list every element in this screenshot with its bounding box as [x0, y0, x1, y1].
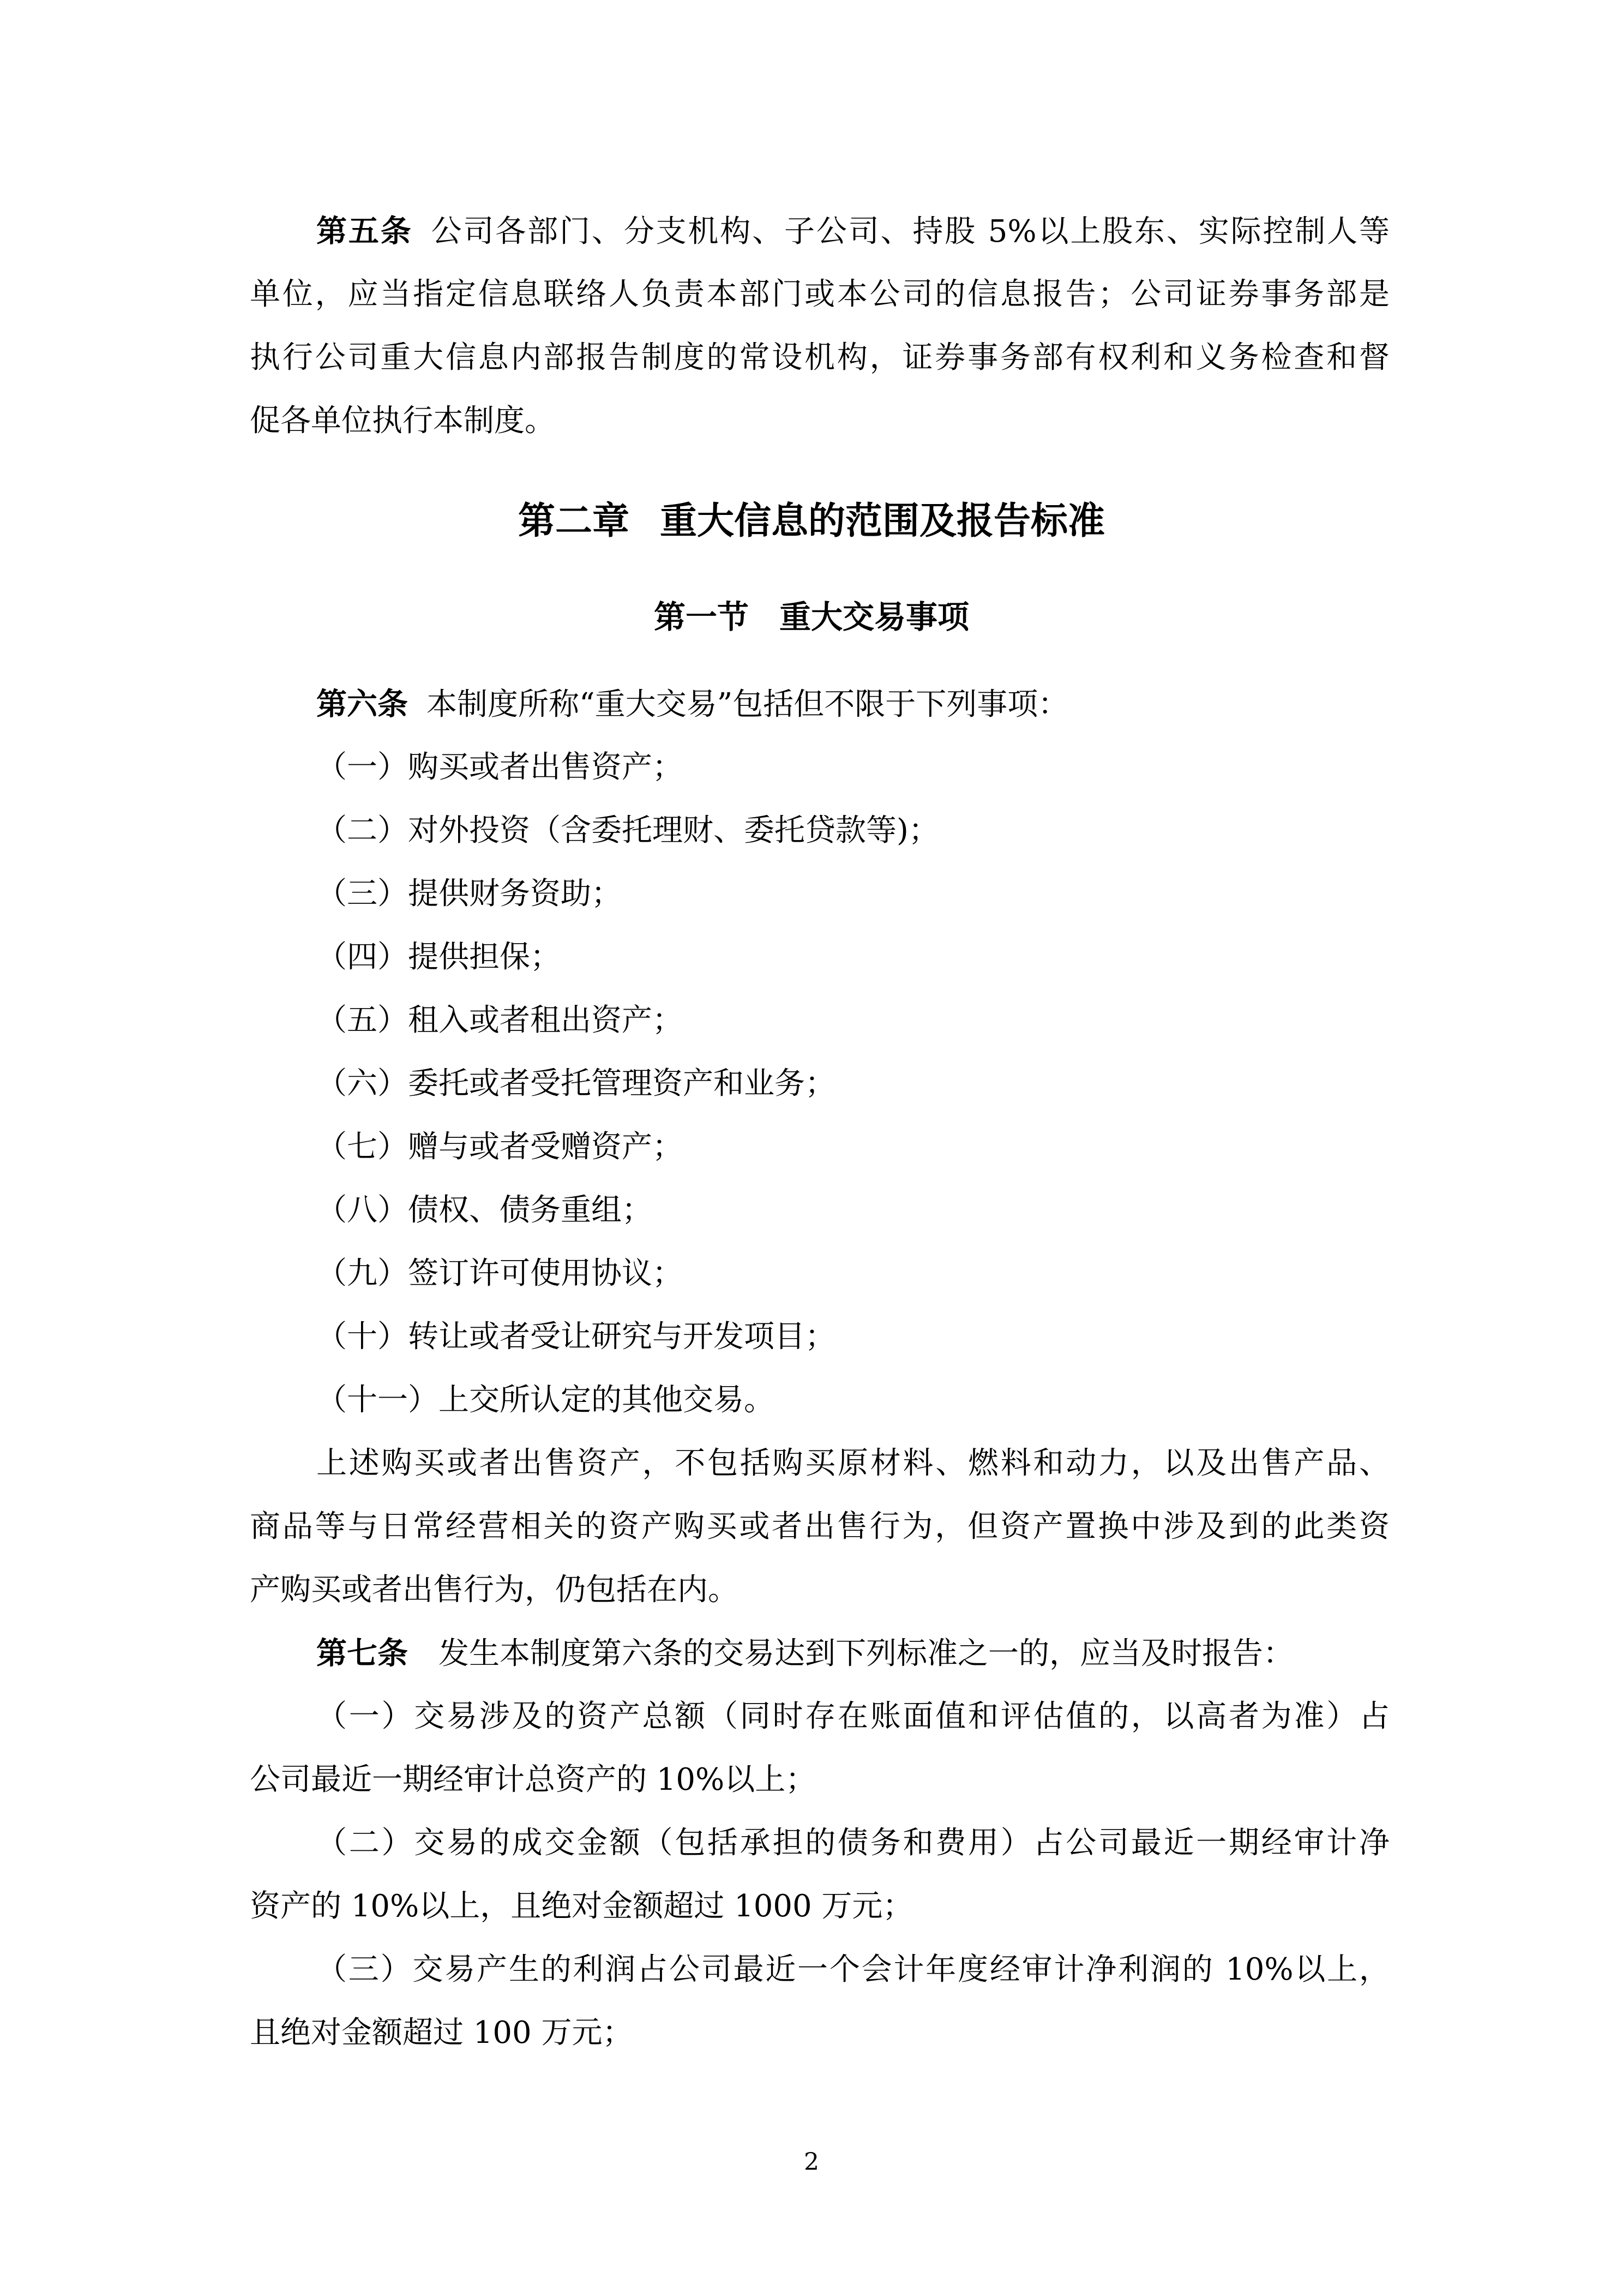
- article5-text-1: 公司各部门、分支机构、子公司、持股 5%以上股东、实际控制人等: [431, 214, 1390, 249]
- article6-item: （九）签订许可使用协议；: [316, 1256, 683, 1291]
- article6-item: （七）赠与或者受赠资产；: [316, 1129, 683, 1165]
- article7-item3-line-1: （三）交易产生的利润占公司最近一个会计年度经审计净利润的 10%以上，: [316, 1952, 1390, 1987]
- article6-intro-line: [316, 685, 1390, 724]
- article6-note-line-1: 上述购买或者出售资产，不包括购买原材料、燃料和动力，以及出售产品、: [316, 1446, 1390, 1481]
- section-number: 第一节: [653, 598, 749, 636]
- page-number: 2: [804, 2148, 819, 2176]
- article6-item: （十一）上交所认定的其他交易。: [316, 1382, 774, 1418]
- article7-item1-line-1: （一）交易涉及的资产总额（同时存在账面值和评估值的，以高者为准）占: [316, 1699, 1390, 1734]
- article6-item: （八）债权、债务重组；: [316, 1192, 652, 1228]
- article6-intro: 本制度所称“重大交易”包括但不限于下列事项：: [426, 687, 1069, 722]
- article7-item1-line-2: 公司最近一期经审计总资产的 10%以上；: [250, 1762, 816, 1797]
- article7-item3-line-2: 且绝对金额超过 100 万元；: [250, 2015, 633, 2051]
- article6-item: （六）委托或者受托管理资产和业务；: [316, 1066, 835, 1101]
- section-title: 重大交易事项: [779, 598, 970, 636]
- article5-label: 第五条: [316, 213, 413, 249]
- article5-line-2: 单位，应当指定信息联络人负责本部门或本公司的信息报告；公司证券事务部是: [250, 277, 1390, 312]
- article6-item: （一）购买或者出售资产；: [316, 750, 683, 785]
- article5-line-1: [316, 212, 1390, 251]
- article7-label: 第七条: [316, 1635, 408, 1671]
- section-heading: [0, 597, 1623, 637]
- article6-item: （二）对外投资（含委托理财、委托贷款等)；: [316, 813, 939, 848]
- article6-note-line-2: 商品等与日常经营相关的资产购买或者出售行为，但资产置换中涉及到的此类资: [250, 1509, 1390, 1544]
- article6-label: 第六条: [316, 686, 408, 722]
- article6-item: （三）提供财务资助；: [316, 876, 622, 912]
- article5-line-4: 促各单位执行本制度。: [250, 403, 555, 439]
- article6-item: （四）提供担保；: [316, 939, 561, 975]
- chapter-heading: [0, 499, 1623, 543]
- chapter-number: 第二章: [518, 499, 629, 543]
- article6-item: （五）租入或者租出资产；: [316, 1003, 683, 1038]
- article7-item2-line-1: （二）交易的成交金额（包括承担的债务和费用）占公司最近一期经审计净: [316, 1825, 1390, 1861]
- article7-item2-line-2: 资产的 10%以上，且绝对金额超过 1000 万元；: [250, 1889, 913, 1924]
- article7-intro: 发生本制度第六条的交易达到下列标准之一的，应当及时报告：: [438, 1636, 1294, 1671]
- chapter-title: 重大信息的范围及报告标准: [660, 499, 1105, 543]
- article5-line-3: 执行公司重大信息内部报告制度的常设机构，证券事务部有权利和义务检查和督: [250, 340, 1390, 375]
- article6-note-line-3: 产购买或者出售行为，仍包括在内。: [250, 1572, 738, 1608]
- article7-intro-line: [316, 1634, 1390, 1673]
- article6-item: （十）转让或者受让研究与开发项目；: [316, 1319, 835, 1354]
